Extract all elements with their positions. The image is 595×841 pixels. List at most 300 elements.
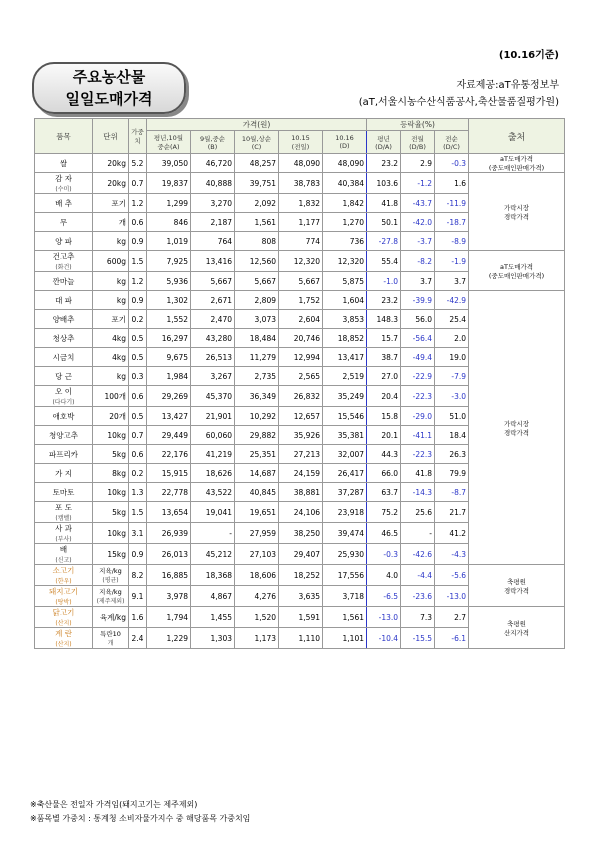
rate-dc: 79.9	[435, 464, 469, 483]
source-line1: 축평원	[507, 619, 526, 628]
price-prev: 1,177	[279, 213, 323, 232]
rate-db: -22.3	[401, 386, 435, 407]
rate-da: 63.7	[367, 483, 401, 502]
price-a: 22,176	[147, 445, 191, 464]
rate-da: 27.0	[367, 367, 401, 386]
header-col-line2: (전일)	[291, 142, 310, 151]
rate-db: -29.0	[401, 407, 435, 426]
price-prev: 1,110	[279, 628, 323, 649]
price-c: 39,751	[235, 173, 279, 194]
title-line1: 주요농산물	[72, 68, 146, 86]
item-name-cell	[35, 194, 93, 213]
unit: 5kg	[112, 507, 126, 517]
rate-da: 38.7	[367, 348, 401, 367]
rate-da: 55.4	[367, 251, 401, 272]
unit: 포기	[111, 314, 126, 324]
source-cell	[469, 173, 565, 251]
price-b: 21,901	[191, 407, 235, 426]
header-col	[435, 131, 469, 154]
price-d: 35,249	[323, 386, 367, 407]
rate-dc: -5.6	[435, 565, 469, 586]
unit-cell	[93, 329, 129, 348]
source-line1: 축평원	[507, 577, 526, 586]
price-c: 14,687	[235, 464, 279, 483]
item-name: 계 란	[55, 629, 72, 638]
item-name-cell	[35, 502, 93, 523]
source-line2: (중도매인판매가격)	[488, 164, 545, 172]
item-name: 청양고추	[49, 430, 78, 440]
unit-cell	[93, 291, 129, 310]
rate-dc: -8.9	[435, 232, 469, 251]
item-sub: (다다기)	[52, 399, 75, 406]
rate-da: -13.0	[367, 607, 401, 628]
price-prev: 774	[279, 232, 323, 251]
source-line1: 가락시장	[503, 203, 530, 212]
rate-dc: -18.7	[435, 213, 469, 232]
unit-cell	[93, 586, 129, 607]
price-b: 26,513	[191, 348, 235, 367]
source-line1: aT도매가격	[499, 155, 534, 163]
rate-db: -43.7	[401, 194, 435, 213]
price-b: 5,667	[191, 272, 235, 291]
price-a: 19,837	[147, 173, 191, 194]
item-name: 당 근	[55, 371, 72, 381]
price-d: 18,852	[323, 329, 367, 348]
price-d: 40,384	[323, 173, 367, 194]
unit: 육계/kg	[99, 612, 126, 622]
price-prev: 12,657	[279, 407, 323, 426]
rate-db: -22.3	[401, 445, 435, 464]
rate-dc: -8.7	[435, 483, 469, 502]
unit: 포기	[111, 198, 126, 208]
item-name: 배	[59, 545, 68, 554]
price-prev: 27,213	[279, 445, 323, 464]
price-b: 43,280	[191, 329, 235, 348]
item-name-cell	[35, 251, 93, 272]
table-row	[35, 607, 565, 628]
price-c: 19,651	[235, 502, 279, 523]
unit: 20kg	[107, 158, 126, 168]
rate-db: -4.4	[401, 565, 435, 586]
price-b: 19,041	[191, 502, 235, 523]
rate-dc: 1.6	[435, 173, 469, 194]
price-c: 27,959	[235, 523, 279, 544]
header-col	[191, 131, 235, 154]
weight-cell: 0.2	[129, 310, 147, 329]
source-line2: 경락가격	[503, 212, 530, 221]
unit-cell	[93, 565, 129, 586]
weight-cell: 2.4	[129, 628, 147, 649]
rate-dc: 41.2	[435, 523, 469, 544]
price-d: 25,930	[323, 544, 367, 565]
header-col-line2: (D/C)	[443, 142, 460, 151]
price-d: 17,556	[323, 565, 367, 586]
price-b: 46,720	[191, 154, 235, 173]
rate-da: -27.8	[367, 232, 401, 251]
weight-cell: 0.5	[129, 407, 147, 426]
rate-dc: -11.9	[435, 194, 469, 213]
item-name: 토마토	[52, 487, 75, 497]
price-c: 4,276	[235, 586, 279, 607]
weight-cell: 1.2	[129, 194, 147, 213]
rate-dc: -7.9	[435, 367, 469, 386]
unit: 4kg	[112, 333, 126, 343]
unit-cell	[93, 544, 129, 565]
price-a: 1,299	[147, 194, 191, 213]
price-a: 1,229	[147, 628, 191, 649]
price-c: 11,279	[235, 348, 279, 367]
header-col-line2: (B)	[207, 142, 218, 151]
unit: 특란10	[100, 630, 121, 638]
item-sub: (수미)	[55, 186, 72, 193]
price-b: 1,303	[191, 628, 235, 649]
unit: 지육/kg	[99, 588, 122, 596]
price-b: 45,370	[191, 386, 235, 407]
header-col-line2: (C)	[251, 142, 262, 151]
source-line2: (aT,서울시농수산식품공사,축산물품질평가원)	[358, 97, 559, 108]
item-name-cell	[35, 607, 93, 628]
weight-cell: 0.3	[129, 367, 147, 386]
price-prev: 38,250	[279, 523, 323, 544]
item-name: 양배추	[52, 314, 75, 324]
weight-cell: 5.2	[129, 154, 147, 173]
rate-dc: 3.7	[435, 272, 469, 291]
source-cell	[469, 291, 565, 565]
price-d: 48,090	[323, 154, 367, 173]
rate-da: 46.5	[367, 523, 401, 544]
rate-da: 50.1	[367, 213, 401, 232]
price-prev: 26,832	[279, 386, 323, 407]
price-d: 15,546	[323, 407, 367, 426]
unit-cell	[93, 502, 129, 523]
price-a: 26,013	[147, 544, 191, 565]
header-col-line1: 전순	[445, 134, 458, 143]
price-d: 3,718	[323, 586, 367, 607]
rate-dc: 19.0	[435, 348, 469, 367]
price-c: 1,173	[235, 628, 279, 649]
weight-cell: 1.5	[129, 251, 147, 272]
rate-db: -14.3	[401, 483, 435, 502]
item-sub: (한우)	[55, 578, 72, 585]
price-prev: 38,783	[279, 173, 323, 194]
price-b: 13,416	[191, 251, 235, 272]
price-d: 13,417	[323, 348, 367, 367]
item-sub: (캠벨)	[55, 515, 72, 522]
source-line1: 자료제공:aT유통정보부	[456, 80, 559, 91]
unit: kg	[116, 236, 126, 246]
unit: 15kg	[107, 549, 126, 559]
rate-db: -22.9	[401, 367, 435, 386]
price-b: 2,671	[191, 291, 235, 310]
weight-cell: 8.2	[129, 565, 147, 586]
rate-da: 103.6	[367, 173, 401, 194]
rate-db: 56.0	[401, 310, 435, 329]
item-name-cell	[35, 154, 93, 173]
price-b: 18,626	[191, 464, 235, 483]
price-d: 1,101	[323, 628, 367, 649]
item-name-cell	[35, 310, 93, 329]
rate-da: -6.5	[367, 586, 401, 607]
item-name: 깐마늘	[52, 276, 75, 286]
rate-db: -39.9	[401, 291, 435, 310]
weight-cell: 0.9	[129, 232, 147, 251]
header-col-line2: (D)	[339, 142, 350, 150]
unit: 개	[118, 217, 126, 227]
rate-db: -41.1	[401, 426, 435, 445]
rate-da: 148.3	[367, 310, 401, 329]
source-line2: 산지가격	[503, 628, 530, 637]
unit: 100개	[104, 391, 126, 401]
price-b: 45,212	[191, 544, 235, 565]
source-cell	[469, 565, 565, 607]
item-name-cell	[35, 544, 93, 565]
unit-cell	[93, 251, 129, 272]
item-name-cell	[35, 291, 93, 310]
price-d: 3,853	[323, 310, 367, 329]
price-c: 2,735	[235, 367, 279, 386]
item-name-cell	[35, 329, 93, 348]
weight-cell: 0.6	[129, 386, 147, 407]
rate-db: 41.8	[401, 464, 435, 483]
price-b: 18,368	[191, 565, 235, 586]
unit-cell	[93, 194, 129, 213]
header-col-line2: 중순(A)	[157, 143, 180, 151]
price-a: 846	[147, 213, 191, 232]
price-c: 10,292	[235, 407, 279, 426]
weight-cell: 0.5	[129, 348, 147, 367]
rate-db: -23.6	[401, 586, 435, 607]
unit-cell	[93, 523, 129, 544]
price-c: 12,560	[235, 251, 279, 272]
price-a: 5,936	[147, 272, 191, 291]
rate-db: -15.5	[401, 628, 435, 649]
rate-da: 15.7	[367, 329, 401, 348]
table-row	[35, 251, 565, 272]
price-d: 39,474	[323, 523, 367, 544]
price-c: 5,667	[235, 272, 279, 291]
price-b: 764	[191, 232, 235, 251]
price-a: 16,297	[147, 329, 191, 348]
price-a: 1,794	[147, 607, 191, 628]
unit-sub: (제주제외)	[96, 598, 125, 605]
item-name: 감 자	[55, 174, 72, 183]
price-d: 736	[323, 232, 367, 251]
rate-db: 7.3	[401, 607, 435, 628]
price-prev: 18,252	[279, 565, 323, 586]
item-name-cell	[35, 445, 93, 464]
price-d: 1,561	[323, 607, 367, 628]
price-c: 18,606	[235, 565, 279, 586]
price-b: 3,267	[191, 367, 235, 386]
rate-da: 66.0	[367, 464, 401, 483]
unit: 5kg	[112, 449, 126, 459]
unit: 8kg	[112, 468, 126, 478]
unit-cell	[93, 272, 129, 291]
price-c: 1,520	[235, 607, 279, 628]
rate-db: 25.6	[401, 502, 435, 523]
rate-da: 23.2	[367, 154, 401, 173]
price-prev: 12,320	[279, 251, 323, 272]
unit-cell	[93, 348, 129, 367]
price-prev: 24,106	[279, 502, 323, 523]
item-name-cell	[35, 628, 93, 649]
source-line2: 경락가격	[503, 586, 530, 595]
header-col-line1: 10월,상순	[241, 134, 272, 143]
price-c: 25,351	[235, 445, 279, 464]
price-a: 9,675	[147, 348, 191, 367]
price-a: 26,939	[147, 523, 191, 544]
unit: kg	[116, 295, 126, 305]
price-c: 2,809	[235, 291, 279, 310]
rate-db: -	[401, 523, 435, 544]
price-a: 29,449	[147, 426, 191, 445]
item-name: 대 파	[55, 295, 72, 305]
price-d: 5,875	[323, 272, 367, 291]
item-name: 돼지고기	[49, 587, 78, 596]
source-cell	[469, 607, 565, 649]
header-col	[401, 131, 435, 154]
price-d: 2,519	[323, 367, 367, 386]
price-b: 60,060	[191, 426, 235, 445]
rate-db: -42.6	[401, 544, 435, 565]
price-a: 16,885	[147, 565, 191, 586]
date-label: (10.16기준)	[498, 50, 559, 61]
price-prev: 29,407	[279, 544, 323, 565]
price-c: 29,882	[235, 426, 279, 445]
unit-cell	[93, 367, 129, 386]
rate-db: -8.2	[401, 251, 435, 272]
weight-cell: 0.6	[129, 445, 147, 464]
price-c: 36,349	[235, 386, 279, 407]
price-c: 2,092	[235, 194, 279, 213]
rate-dc: -13.0	[435, 586, 469, 607]
item-name: 시금치	[52, 352, 75, 362]
weight-cell: 0.9	[129, 291, 147, 310]
price-prev: 12,994	[279, 348, 323, 367]
rate-db: -1.2	[401, 173, 435, 194]
price-d: 35,381	[323, 426, 367, 445]
source-line1: aT도매가격	[499, 262, 534, 271]
price-d: 26,417	[323, 464, 367, 483]
item-name-cell	[35, 232, 93, 251]
item-name: 쌀	[59, 158, 68, 168]
item-name-cell	[35, 565, 93, 586]
rate-dc: -1.9	[435, 251, 469, 272]
unit-cell	[93, 407, 129, 426]
rate-dc: -42.9	[435, 291, 469, 310]
item-name: 파프리카	[49, 449, 78, 459]
price-a: 29,269	[147, 386, 191, 407]
price-prev: 20,746	[279, 329, 323, 348]
item-sub: (탕박)	[55, 599, 72, 606]
unit-cell	[93, 310, 129, 329]
item-name: 오 이	[55, 387, 72, 396]
header-unit: 단위	[93, 119, 129, 154]
item-name: 무	[59, 217, 68, 227]
rate-da: 41.8	[367, 194, 401, 213]
weight-cell: 0.7	[129, 173, 147, 194]
unit-cell	[93, 445, 129, 464]
rate-dc: -3.0	[435, 386, 469, 407]
table-row	[35, 291, 565, 310]
price-b: 40,888	[191, 173, 235, 194]
item-name-cell	[35, 213, 93, 232]
rate-dc: -0.3	[435, 154, 469, 173]
price-prev: 5,667	[279, 272, 323, 291]
unit-sub: (평균)	[102, 577, 119, 584]
item-sub: (산지)	[55, 641, 72, 648]
header-weight: 가중치	[129, 119, 147, 154]
price-prev: 24,159	[279, 464, 323, 483]
rate-da: 75.2	[367, 502, 401, 523]
item-name: 양 파	[55, 236, 72, 246]
price-d: 32,007	[323, 445, 367, 464]
notes	[30, 798, 250, 826]
price-c: 1,561	[235, 213, 279, 232]
item-name: 배 추	[55, 198, 72, 208]
item-name-cell	[35, 407, 93, 426]
unit-cell	[93, 628, 129, 649]
price-d: 37,287	[323, 483, 367, 502]
price-a: 13,654	[147, 502, 191, 523]
weight-cell: 0.2	[129, 464, 147, 483]
weight-cell: 1.5	[129, 502, 147, 523]
item-name: 닭고기	[52, 608, 75, 617]
unit: 10kg	[107, 528, 126, 538]
unit: 4kg	[112, 352, 126, 362]
price-prev: 38,881	[279, 483, 323, 502]
price-b: 1,455	[191, 607, 235, 628]
price-c: 27,103	[235, 544, 279, 565]
item-name-cell	[35, 272, 93, 291]
price-a: 3,978	[147, 586, 191, 607]
unit: 10kg	[107, 430, 126, 440]
price-c: 3,073	[235, 310, 279, 329]
unit-cell	[93, 607, 129, 628]
price-a: 13,427	[147, 407, 191, 426]
source-cell	[469, 154, 565, 173]
price-c: 40,845	[235, 483, 279, 502]
price-prev: 1,832	[279, 194, 323, 213]
header-col-line1: 9월,중순	[199, 134, 226, 143]
header-rate-group: 등락율(%)	[367, 119, 469, 131]
rate-da: 20.1	[367, 426, 401, 445]
header-col-line1: 평년	[377, 134, 390, 143]
header-item: 품목	[35, 119, 93, 154]
rate-da: -1.0	[367, 272, 401, 291]
unit-cell	[93, 464, 129, 483]
rate-dc: -4.3	[435, 544, 469, 565]
rate-db: 3.7	[401, 272, 435, 291]
unit: 20kg	[107, 178, 126, 188]
unit-cell	[93, 173, 129, 194]
rate-dc: 25.4	[435, 310, 469, 329]
price-d: 23,918	[323, 502, 367, 523]
header-col	[367, 131, 401, 154]
price-b: 3,270	[191, 194, 235, 213]
rate-dc: 51.0	[435, 407, 469, 426]
source-line2: 경락가격	[503, 428, 530, 437]
header-source: 출처	[469, 119, 565, 154]
header-col	[235, 131, 279, 154]
price-a: 39,050	[147, 154, 191, 173]
rate-da: 23.2	[367, 291, 401, 310]
header-col-line1: 전월	[411, 134, 424, 143]
item-name-cell	[35, 483, 93, 502]
price-table	[34, 118, 565, 649]
unit-cell	[93, 426, 129, 445]
unit: 지육/kg	[99, 567, 122, 575]
